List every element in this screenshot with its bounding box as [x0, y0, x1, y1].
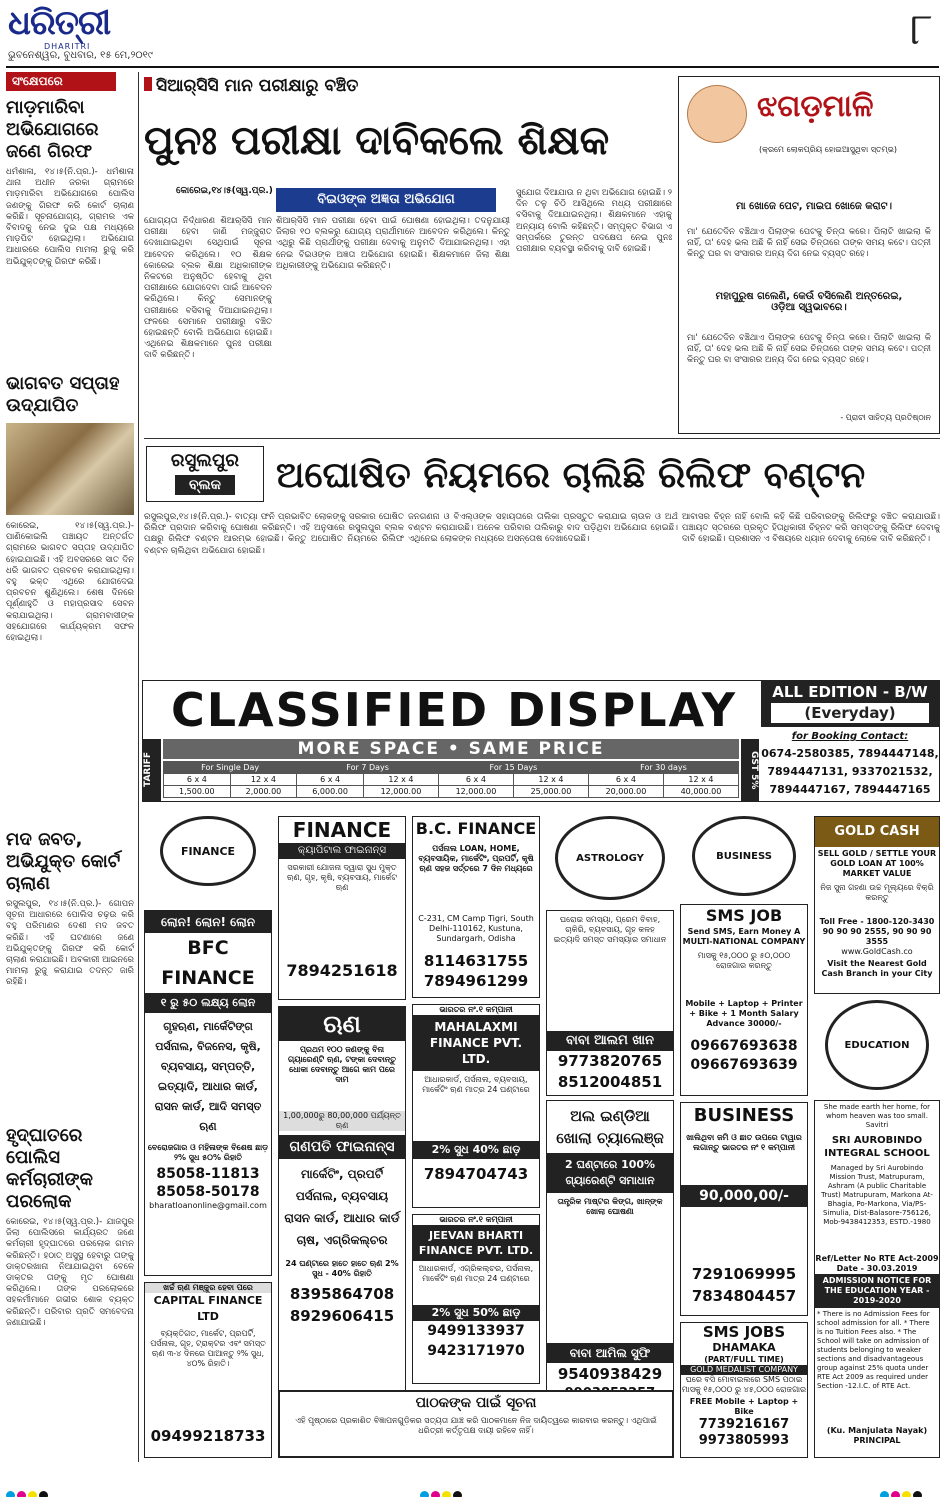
- second-body-1: ରସୁଲପୁର,୧୪।୫(ନି.ପ୍ର.)- ବାତ୍ୟା ଫନି ପ୍ରଭାବିତ ଲୋକଙ୍କୁ ସରକାର ଘୋଷିତ ରିଲିଫ ପ୍ରଦାନ କରିବାକୁ ଘୋଷଣା କରିଛନ୍ତି। ଏହି ଅନୁସାରେ ରସୁଲପୁର ବ୍ଲକ ପକ୍ଷରୁ ରିଲିଫ ବଣ୍ଟନ ଆରମ୍ଭ ହୋଇଛି। କିନ୍ତୁ ଅଘୋଷିତ ନିୟମରେ ରିଲିଫ ବଣ୍ଟନ ଚାଲିଥିବା ଅଭିଯୋଗ ହୋଇଛି।: [144, 512, 404, 556]
- fin2-sub: କ୍ୟାପିଟାଲ ଫାଇନାନ୍ସ: [279, 843, 405, 859]
- sms-gift: Mobile + Laptop + Printer + Bike + 1 Month Salary Advance 30000/-: [685, 999, 803, 1028]
- fin2-title: FINANCE: [292, 818, 392, 842]
- gold-visit: Visit the Nearest Gold Cash Branch in your City: [821, 959, 933, 978]
- price-cell: 12,000.00: [438, 786, 513, 798]
- school-notice: ADMISSION NOTICE FOR THE EDUCATION YEAR - 2019-2020: [815, 1274, 939, 1308]
- capital-phone: 09499218733: [150, 1427, 266, 1445]
- second-tag: [146, 446, 264, 502]
- sidebar-headline-3: ମଦ ଜବତ, ଅଭିଯୁକ୍ତ କୋର୍ଟ ଚାଲାଣ: [6, 829, 121, 894]
- booking-phone: 7894447131, 9337021532,: [767, 765, 933, 778]
- column-sign: - ପ୍ରାଚୀ ସାହିତ୍ୟ ପ୍ରତିଷ୍ଠାନ: [840, 413, 931, 422]
- sidebar-headline-2: ଭାଗବତ ସପ୍ତାହ ଉଦ୍‌ଯାପିତ: [6, 373, 120, 416]
- column-body: ମା' ଯେତେଦିନ ବଞ୍ଚିଥାଏ ପିଲାଙ୍କ ପେଟକୁ ଚିନ୍ତା କରେ। ପିଲାଟି ଖାଇଲା କି ନାହିଁ, ତା' ଦେହ ଭଲ ଅଛି କି ନାହିଁ ସେଇ ଚିନ୍ତାରେ ତାଙ୍କ ସମୟ କଟେ। ପତ୍ନୀ କିନ୍ତୁ ଘର ବା ସଂସାରର ଅନ୍ୟ ଦିଗ ନେଇ ବ୍ୟସ୍ତ ରହେ।: [687, 227, 931, 260]
- period-2: For 7 Days: [297, 762, 439, 774]
- period-1: For Single Day: [164, 762, 297, 774]
- lead-byline: କୋରେଇ,୧୪।୫(ସ୍ୱ.ପ୍ର.): [176, 186, 273, 196]
- lead-kicker-text: ସିଆର୍‌ସିସି ମାନ ପରୀକ୍ଷାରୁ ବଞ୍ଚିତ: [156, 76, 359, 96]
- business-phone-2: 7834804457: [691, 1287, 797, 1305]
- lead-headline: ପୁନଃ ପରୀକ୍ଷା ଦାବିକଲେ ଶିକ୍ଷକ: [144, 117, 610, 164]
- bfc-offer: ବେରୋଜଗାର ଓ ମହିଳାଙ୍କ ବିଶେଷ ଛାଡ଼ ୨% ସୁଧ ୫୦% ରିହାତି: [147, 1143, 269, 1162]
- school-body: Managed by Sri Aurobindo Mission Trust, Matrupuram, Ashram (A public Charitable Trust) Matrupuram, Markona At-Bhagia, Po-Markona, Via/PS-Simulia, Dist-Balasore-756126, Mob-9438412353, ESTD.-1980: [821, 1164, 933, 1226]
- bc-phone-2: 7894961299: [423, 972, 529, 990]
- astro-phone-1: 9773820765: [557, 1052, 663, 1070]
- booking-phones: [761, 745, 939, 799]
- masthead-rule: [6, 66, 939, 68]
- size-cell: 12 x 4: [663, 774, 738, 786]
- lead-body-3: ସୁଯୋଗ ଦିଆଯାଉ ନ ଥିବା ଅଭିଯୋଗ ହୋଇଛି। ୨ ଦିନ ତଳୁ ଚିଠି ଆସିଥିଲେ ମଧ୍ୟ ପରୀକ୍ଷାରେ ବସିବାକୁ ଦିଆଯାଇନଥିଲା। ଶିକ୍ଷକମାନେ ଏହାକୁ ଅନ୍ୟାୟ ବୋଲି କହିଛନ୍ତି। ସମ୍ପୃକ୍ତ ବିଭାଗ ଏ ସମ୍ପର୍କରେ ତୁରନ୍ତ ପଦକ୍ଷେପ ନେଇ ପୁନଃ ପରୀକ୍ଷାର ବ୍ୟବସ୍ଥା କରିବାକୁ ଦାବି ହୋଇଛି।: [516, 188, 672, 255]
- mahalaxmi-body: ଆଧାରକାର୍ଡ, ପର୍ସନାଲ, ବ୍ୟବସାୟ, ମାର୍କେଟିଂ ଋଣ ମାତ୍ର 24 ଘଣ୍ଟାରେ: [422, 1075, 530, 1094]
- gold-title: GOLD CASH: [815, 817, 939, 847]
- sidebar-text-4: କୋରେଇ, ୧୪।୫(ସ୍ୱ.ପ୍ର.)- ଯାଜପୁର ଜିଲା ପୋଲିସରେ କାର୍ଯ୍ୟରତ ଜଣେ କର୍ମଚାରୀ ହୃଦ୍‌ଘାତରେ ପରଲୋକ ଗମନ କରିଛନ୍ତି। ହଠାତ୍ ଅସୁସ୍ଥ ହେବାରୁ ତାଙ୍କୁ ଡାକ୍ତରଖାନା ନିଆଯାଇଥିବା ବେଳେ ଡାକ୍ତର ତାଙ୍କୁ ମୃତ ଘୋଷଣା କରିଥିଲେ। ତାଙ୍କ ପରଲୋକରେ ସହକର୍ମୀମାନେ ଗଭୀର ଶୋକ ବ୍ୟକ୍ତ କରିଛନ୍ତି। ପରିବାର ପ୍ରତି ସମବେଦନା ଜଣାଯାଇଛି।: [6, 1217, 134, 1328]
- magenta-dot: [891, 1491, 900, 1497]
- ad-bc-finance: [412, 816, 540, 998]
- rina-amount: 1,00,000ରୁ 80,00,000 ପର୍ଯ୍ୟନ୍ତ ଋଣ: [279, 1111, 405, 1131]
- sidebar-divider: [138, 72, 139, 1462]
- price-cell: 2,000.00: [230, 786, 297, 798]
- bc-title: B.C. FINANCE: [415, 819, 537, 838]
- cyan-dot: [420, 1491, 429, 1497]
- jeevan-body: ଆଧାରକାର୍ଡ, ଏଗ୍ରିକଲ୍ଚର, ପର୍ସନାଲ, ମାର୍କେଟିଂ ଋଣ ମାତ୍ର 24 ଘଣ୍ଟାରେ: [418, 1264, 534, 1283]
- challenge-phone-1: 9540938429: [557, 1365, 663, 1383]
- bfc-web: bharatloanonline@gmail.com: [149, 1201, 267, 1210]
- business-amount: 90,000,00/-: [681, 1185, 807, 1207]
- sms-phone-1: 09667693638: [690, 1038, 798, 1054]
- school-points: * There is no Admission Fees for school admission for all. * There is no Tuition Fees also. * The School will take on admission of students belonging to weaker sections and disadvantageous group against 25% quota under RTE Act 2009 as required under Section -12.I.C. of RTE Act.: [817, 1310, 930, 1390]
- ad-sms-jobs: [680, 1322, 808, 1458]
- everyday-label: (Everyday): [771, 703, 929, 723]
- second-body-2: ଜନଗଣନା ଓ ବିଏଲ୍‌ଓଙ୍କ ସହାୟତାରେ ତାଲିକା ପ୍ରସ୍ତୁତ କରାଯାଇ ଚାଉଳ ଓ ଅର୍ଥ ବଣ୍ଟନ କରାଯାଉଛି। ଅନେକ ପରିବାର ତାଲିକାରୁ ବାଦ ପଡ଼ିଥିବା ଅଭିଯୋଗ ହୋଇଛି। ଏଥିନେଇ ଲୋକଙ୍କ ମଧ୍ୟରେ ଅସନ୍ତୋଷ ଦେଖାଦେଇଛି।: [408, 512, 678, 545]
- column-verse-2: ମହାପୁରୁଷ ଗଲେଣି, କେଉଁ ବସିଲେଣି ଅନ୍ତରେଇ, ଓଡ଼ିଆ ସ୍ୱଭାବରେ।: [715, 291, 903, 313]
- smsj-gift: Mobile + Laptop + Bike: [715, 1397, 799, 1416]
- challenge-title: ଅଲ ଇଣ୍ଡିଆ ଖୋଲା ଚ୍ୟାଲେଞ୍ଜ: [556, 1107, 664, 1147]
- magenta-dot: [431, 1491, 440, 1497]
- price-cell: 20,000.00: [588, 786, 663, 798]
- jeevan-phone-2: 9423171970: [427, 1343, 525, 1359]
- fin2-phone: 7894251618: [286, 961, 398, 980]
- reader-notice: [278, 1390, 674, 1458]
- school-ref: Ref/Letter No RTE Act-2009 Date - 30.03.2019: [815, 1254, 939, 1273]
- capital-body: ବ୍ୟକ୍ତିଗତ, ମାର୍କେଟ, ପ୍ରପର୍ଟି, ପର୍ସନାଲ, ଗୃହ, ଟ୍ରାକ୍ଟର ଏବଂ ସମସ୍ତ ଋଣ ୩-୪ ଦିନରେ ପାଆନ୍ତୁ ୨% ସୁଧ, ୪୦% ରିହାତି।: [150, 1329, 266, 1368]
- business-phone-1: 7291069995: [691, 1265, 797, 1283]
- business-spacer: [681, 1207, 807, 1263]
- gold-sub: SELL GOLD / SETTLE YOUR GOLD LOAN AT 100% MARKET VALUE: [817, 849, 937, 878]
- fin2-body: ସରକାରୀ ଯୋଜନା ଦ୍ୱାରା ସୁଧ ମୁକ୍ତ ଋଣ, ଗୃହ, କୃଷି, ବ୍ୟବସାୟ, ମାର୍କେଟ ଋଣ: [287, 863, 397, 892]
- rina-company: ଗଣପତି ଫାଇନାନ୍ସ: [279, 1135, 405, 1159]
- school-quote: She made earth her home, for whom heaven was too small. Savitri: [823, 1103, 931, 1129]
- sidebar-photo: [6, 423, 134, 515]
- education-badge: [814, 1000, 940, 1096]
- ad-bfc-finance: [144, 910, 272, 1276]
- black-dot: [913, 1491, 922, 1497]
- size-cell: 12 x 4: [230, 774, 297, 786]
- ad-aurobindo-school: [814, 1100, 940, 1458]
- gst-label: GST 5%: [741, 739, 759, 801]
- astro-body: ଘରୋଇ ସମସ୍ୟା, ପ୍ରେମ ବିବାହ, ଚାକିରି, ବ୍ୟବସାୟ, ଗୃହ କଳହ ଇତ୍ୟାଦି ସମସ୍ତ ସମସ୍ୟାର ସମାଧାନ: [553, 915, 667, 944]
- sidebar: [6, 72, 134, 1460]
- challenge-sub: 2 ଘଣ୍ଟାରେ 100% ଗ୍ୟାରେଣ୍ଟି ସମାଧାନ: [547, 1153, 673, 1193]
- sms-phone-2: 09667693639: [690, 1057, 798, 1073]
- smsj-body: ଘରେ ବସି ମୋବାଇଲରେ SMS ପଠାଇ ମାସକୁ ୧୫,୦୦୦ ରୁ ୪୫,୦୦୦ ରୋଜଗାର: [681, 1375, 807, 1394]
- column-body-2: ମା' ଯେତେଦିନ ବଞ୍ଚିଥାଏ ପିଲାଙ୍କ ପେଟକୁ ଚିନ୍ତା କରେ। ପିଲାଟି ଖାଇଲା କି ନାହିଁ, ତା' ଦେହ ଭଲ ଅଛି କି ନାହିଁ ସେଇ ଚିନ୍ତାରେ ତାଙ୍କ ସମୟ କଟେ। ପତ୍ନୀ କିନ୍ତୁ ଘର ବା ସଂସାରର ଅନ୍ୟ ଦିଗ ନେଇ ବ୍ୟସ୍ତ ରହେ।: [687, 333, 931, 366]
- business-body: ଖାଲିଥିବା ଜମି ଓ ଛାତ ଉପରେ ଟାୱାର ଲଗାନ୍ତୁ ଭାରତର ନଂ ୧ କମ୍ପାନୀ: [686, 1133, 802, 1152]
- cartoon-icon: [687, 85, 747, 143]
- size-cell: 6 x 4: [588, 774, 663, 786]
- black-dot: [39, 1491, 48, 1497]
- sidebar-text-2: କୋରେଇ, ୧୪।୫(ସ୍ୱ.ପ୍ର.)- ପାଣିକୋଇଲି ପଞ୍ଚାୟତ ଅନ୍ତର୍ଗତ ଗ୍ରାମରେ ଭାଗବତ ସପ୍ତାହ ଉଦ୍‌ଯାପିତ ହୋଇଯାଇଛି। ଏହି ଅବସରରେ ସାତ ଦିନ ଧରି ଭାଗବତ ପ୍ରବଚନ କରାଯାଇଥିଲା। ବହୁ ଭକ୍ତ ଏଥିରେ ଯୋଗଦେଇ ପ୍ରବଚନ ଶୁଣିଥିଲେ। ଶେଷ ଦିନରେ ପୂର୍ଣ୍ଣାହୁତି ଓ ମହାପ୍ରସାଦ ସେବନ କରାଯାଇଥିଲା। ଗ୍ରାମବାସୀଙ୍କ ସହଯୋଗରେ କାର୍ଯ୍ୟକ୍ରମ ସଫଳ ହୋଇଥିଲା।: [6, 521, 134, 644]
- rina-offer: 24 ଘଣ୍ଟାରେ ହାତେ ହାତେ ଋଣ 2% ସୁଧ - 40% ରିହାତି: [285, 1259, 399, 1278]
- sms-title: SMS JOB: [705, 906, 783, 925]
- ad-jeevan-bharti-finance: [412, 1214, 540, 1384]
- size-cell: 6 x 4: [164, 774, 231, 786]
- smsj-part: (PART/FULL TIME): [704, 1355, 784, 1364]
- ad-capital-finance: [144, 1282, 272, 1458]
- edition-box: [761, 681, 939, 727]
- business-badge: [680, 816, 808, 900]
- jeevan-top: ଭାରତର ନଂ.୧ କମ୍ପାନୀ: [439, 1215, 513, 1224]
- jeevan-title: JEEVAN BHARTI FINANCE PVT. LTD.: [413, 1225, 539, 1261]
- yellow-dot: [442, 1491, 451, 1497]
- smsj-phone-2: 9973805993: [698, 1433, 790, 1448]
- period-3: For 15 Days: [438, 762, 588, 774]
- size-cell: 12 x 4: [363, 774, 438, 786]
- jeevan-offer: 2% ସୁଧ 50% ଛାଡ଼: [413, 1305, 539, 1321]
- bfc-phone-1: 85058-11813: [156, 1166, 260, 1182]
- gold-phones: 90 90 90 2555, 90 90 90 3555: [822, 927, 932, 946]
- lead-kicker: [144, 76, 664, 96]
- finance-badge: [144, 816, 272, 886]
- sms-sub: Send SMS, Earn Money A MULTI-NATIONAL COMPANY: [682, 927, 806, 946]
- bfc-phone-2: 85058-50178: [156, 1184, 260, 1200]
- rina-types: ମାର୍କେଟିଂ, ପ୍ରପର୍ଟି ପର୍ସନାଲ, ବ୍ୟବସାୟ ରାସନ କାର୍ଡ, ଆଧାର କାର୍ଡ ଚାଷ, ଏଗ୍ରିକଲ୍ଚର: [284, 1167, 400, 1247]
- mahalaxmi-top: ଭାରତର ନଂ.୧ କମ୍ପାନୀ: [439, 1005, 513, 1014]
- gold-web: www.GoldCash.co: [841, 947, 913, 956]
- classified-slogan: MORE SPACE • SAME PRICE: [163, 739, 739, 759]
- capital-title: CAPITAL FINANCE LTD: [153, 1294, 263, 1323]
- bc-address: C-231, CM Camp Tigri, South Delhi-110162, Kustuna, Sundargarh, Odisha: [418, 914, 534, 943]
- smsj-company: GOLD MEDALIST COMPANY: [681, 1365, 807, 1375]
- lead-subhead: ବିଇଓଙ୍କ ଅଜ୍ଞତା ଅଭିଯୋଗ: [276, 188, 496, 212]
- mahalaxmi-offer: 2% ସୁଧ 40% ଛାଡ଼: [413, 1141, 539, 1159]
- ad-business: [680, 1102, 808, 1316]
- ad-open-challenge: [546, 1100, 674, 1430]
- smsj-free: [681, 1397, 807, 1417]
- yellow-dot: [902, 1491, 911, 1497]
- bfc-types: ଗୃହଋଣ, ମାର୍କେଟିଙ୍ଗ ପର୍ସନାଲ, ବିଜନେସ, କୃଷି, ବ୍ୟବସାୟ, ସମ୍ପତ୍ତି, ଇତ୍ୟାଦି, ଆଧାର କାର୍ଡ, ରାସନ କାର୍ଡ, ଆଦି ସମସ୍ତ ଋଣ: [154, 1020, 262, 1133]
- cyan-dot: [6, 1491, 15, 1497]
- dateline: ଭୁବନେଶ୍ୱର, ବୁଧବାର, ୧୫ ମେ,୨୦୧୯: [8, 50, 153, 61]
- gold-body: ନିଜ ସୁନା ଗହଣା ଉଚ୍ଚ ମୂଲ୍ୟରେ ବିକ୍ରି କରନ୍ତୁ: [820, 883, 934, 902]
- page-number: ୮: [910, 4, 933, 55]
- rina-title: ଋଣ: [279, 1007, 405, 1041]
- ad-sms-job: [680, 904, 808, 1096]
- second-tag-1: ରସୁଲପୁର: [170, 450, 240, 471]
- size-cell: 12 x 4: [513, 774, 588, 786]
- story-divider: [144, 438, 940, 439]
- size-cell: 6 x 4: [438, 774, 513, 786]
- astro-name: ବାବା ଆଲମ ଖାନ: [547, 1031, 673, 1051]
- mahalaxmi-title: MAHALAXMI FINANCE PVT. LTD.: [413, 1015, 539, 1071]
- gold-toll: Toll Free - 1800-120-3430: [819, 917, 935, 926]
- bfc-amount: ୧ ରୁ ୫୦ ଲକ୍ଷ୍ୟ ଲୋନ: [145, 993, 271, 1013]
- challenge-body: ତାନ୍ତ୍ରିକ ମାଷ୍ଟର କିଙ୍ଗ, ଖାନ୍‌ଙ୍କ ଖୋଲା ଘୋଷଣା: [557, 1197, 663, 1216]
- sidebar-text-3: ରସୁଲପୁର, ୧୪।୫(ନି.ପ୍ର.)- ଗୋପନ ସୂଚନା ଆଧାରରେ ପୋଲିସ ଚଢ଼ଉ କରି ବହୁ ପରିମାଣର ଦେଶୀ ମଦ ଜବତ କରିଛି। ଏହି ଘଟଣାରେ ଜଣେ ଅଭିଯୁକ୍ତଙ୍କୁ ଗିରଫ କରି କୋର୍ଟ ଚାଲାଣ କରାଯାଇଛି। ଅବକାରୀ ଆଇନରେ ମାମଲା ରୁଜୁ କରାଯାଇ ତଦନ୍ତ ଜାରି ରହିଛି।: [6, 899, 134, 988]
- second-tag-2: ବ୍ଲକ: [175, 475, 235, 495]
- astrology-badge-circle: ASTROLOGY: [555, 816, 665, 900]
- ad-mahalaxmi-finance: [412, 1004, 540, 1208]
- challenge-name: ବାବା ଆମିଲ ସୁଫି: [547, 1343, 673, 1363]
- ad-gold-cash: [814, 816, 940, 994]
- price-cell: 6,000.00: [297, 786, 364, 798]
- sidebar-text-1: ଧର୍ମଶାଳା, ୧୪।୫(ନି.ପ୍ର.)- ଧର୍ମଶାଳା ଥାନା ଅଧୀନ ଜରକା ଗ୍ରାମରେ ମାଡ଼ମାରିବା ଅଭିଯୋଗରେ ପୋଲିସ ଜଣଙ୍କୁ ଗିରଫ କରି କୋର୍ଟ ଚାଲାଣ କରିଛି। ସୂଚନାଯୋଗ୍ୟ, ଗ୍ରାମର ଏକ ବିବାଦକୁ ନେଇ ଦୁଇ ପକ୍ଷ ମଧ୍ୟରେ ମାଡ଼ପିଟ ହୋଇଥିଲା। ଅଭିଯୋଗ ଆଧାରରେ ପୋଲିସ ମାମଲା ରୁଜୁ କରି ଅଭିଯୁକ୍ତଙ୍କୁ ଗିରଫ କରିଛି।: [6, 167, 134, 267]
- astro-phone-2: 8512004851: [557, 1073, 663, 1091]
- sidebar-tag: ସଂକ୍ଷେପରେ: [6, 72, 116, 91]
- notice-body: ଏହି ପୃଷ୍ଠାରେ ପ୍ରକାଶିତ ବିଜ୍ଞାପନଗୁଡ଼ିକର ସତ୍ୟତା ଯାଞ୍ଚ କରି ପାଠକମାନେ ନିଜ ଦାୟିତ୍ୱରେ କାରବାର କରନ୍ତୁ। ଏଥିପାଇଁ ଧରିତ୍ରୀ କର୍ତ୍ତୃପକ୍ଷ ଦାୟୀ ରହିବେ ନାହିଁ।: [295, 1416, 657, 1435]
- sms-body: ମାସକୁ ୧୫,୦୦୦ ରୁ ୫୦,୦୦୦ ରୋଜଗାର କରନ୍ତୁ: [697, 951, 791, 970]
- cyan-dot: [880, 1491, 889, 1497]
- bfc-loan: ଲୋନ! ଲୋନ! ଲୋନ: [145, 911, 271, 933]
- notice-title: ପାଠକଙ୍କ ପାଇଁ ସୂଚନା: [415, 1395, 537, 1411]
- smsj-phone-1: 7739216167: [698, 1417, 790, 1432]
- price-cell: 1,500.00: [164, 786, 231, 798]
- smsj-sub: DHAMAKA: [712, 1341, 776, 1354]
- sidebar-headline-1: ମାଡ଼ମାରିବା ଅଭିଯୋଗରେ ଜଣେ ଗିରଫ: [6, 97, 99, 162]
- registration-dots-right: [880, 1485, 924, 1495]
- mahalaxmi-phone: 7894704743: [423, 1165, 529, 1183]
- capital-head: ଖର୍ଚ୍ଚ ଋଣ ମଞ୍ଜୁର ହେବା ପରେ: [145, 1283, 271, 1293]
- smsj-title: SMS JOBS: [702, 1323, 786, 1341]
- black-dot: [453, 1491, 462, 1497]
- column-verse-1: ମା ଖୋଜେ ପେଟ, ମାଇପ ଖୋଜେ କରାଟ।: [735, 201, 893, 212]
- price-cell: 12,000.00: [363, 786, 438, 798]
- education-badge-circle: EDUCATION: [825, 1000, 929, 1090]
- sidebar-headline-4: ହୃଦ୍‌ଘାତରେ ପୋଲିସ କର୍ମଚାରୀଙ୍କ ପରଲୋକ: [6, 1125, 93, 1212]
- rina-phone-2: 8929606415: [289, 1307, 395, 1325]
- logo-text: ଧରିତ୍ରୀ: [8, 3, 111, 43]
- booking-phone: 7894447167, 7894447165: [769, 783, 931, 796]
- business-title: BUSINESS: [693, 1105, 795, 1126]
- astrology-badge: [546, 816, 674, 906]
- lead-body-1: ଯୋଗ୍ୟତା ନିର୍ଦ୍ଧାରଣ ଶିଆର୍‌ସିସି ମାନ ପରୀକ୍ଷା ହେବା ଜାଣି ମଜ୍ଜୁରାତ ଦେଖାଯାଇଥିବା ସେଥିପାଇଁ ସୂଚନା ଆବେଦନ କରିଥିଲେ। ୧୦ ଶିକ୍ଷକ କୋରେଇ ବ୍ଲକ ଶିକ୍ଷା ଅଧିକାରୀଙ୍କ ନିକଟରେ ଅନୁଷ୍ଠିତ ହେବାକୁ ଥିବା ପରୀକ୍ଷାରେ ଯୋଗଦେବା ପାଇଁ ଆବେଦନ କରିଥିଲେ। କିନ୍ତୁ ସେମାନଙ୍କୁ ପରୀକ୍ଷାରେ ବସିବାକୁ ଦିଆଯାଇନଥିଲା। ଫଳରେ ସେମାନେ ପରୀକ୍ଷାରୁ ବଞ୍ଚିତ ହୋଇଛନ୍ତି ବୋଲି ଅଭିଯୋଗ ହୋଇଛି। ଏଥିନେଇ ଶିକ୍ଷକମାନେ ପୁନଃ ପରୀକ୍ଷା ଦାବି କରିଛନ୍ତି।: [144, 216, 272, 361]
- size-cell: 6 x 4: [297, 774, 364, 786]
- jeevan-phone-1: 9499133937: [427, 1323, 525, 1339]
- masthead-logo: [8, 4, 118, 52]
- business-badge-circle: BUSINESS: [692, 816, 796, 896]
- price-cell: 25,000.00: [513, 786, 588, 798]
- finance-badge-circle: FINANCE: [160, 816, 256, 886]
- rina-phone-1: 8395864708: [289, 1285, 395, 1303]
- smsj-free-label: FREE: [689, 1397, 713, 1406]
- tariff-table: [163, 761, 739, 798]
- period-4: For 30 days: [588, 762, 738, 774]
- column-title: ଝଗଡ଼ମାଳି: [757, 89, 874, 124]
- second-headline: ଅଘୋଷିତ ନିୟମରେ ଚାଲିଛି ରିଲିଫ ବଣ୍ଟନ: [276, 454, 866, 496]
- classified-title: CLASSIFIED DISPLAY: [170, 683, 738, 737]
- column-intro: (କ୍ରମେ ଲୋକପ୍ରିୟ ହୋଇଆସୁଥିବା ସ୍ତମ୍ଭ): [758, 145, 898, 154]
- yellow-dot: [28, 1491, 37, 1497]
- school-title: SRI AUROBINDO INTEGRAL SCHOOL: [824, 1135, 930, 1159]
- booking-label: for Booking Contact:: [791, 731, 909, 742]
- classified-banner: [142, 680, 940, 802]
- ad-finance: [278, 816, 406, 1000]
- second-body-3: ଆବାସର ଚିହ୍ନ ନାହିଁ ବୋଲି କହି କିଛି ପରିବାରଙ୍କୁ ରିଲିଫରୁ ବଞ୍ଚିତ କରାଯାଉଛି। ପଞ୍ଚାୟତ ସ୍ତରରେ ପ୍ରକୃତ ହିତାଧିକାରୀ ଚିହ୍ନଟ କରି ସମସ୍ତଙ୍କୁ ରିଲିଫ ଦେବାକୁ ଦାବି ହୋଇଛି। ପ୍ରଶାସନ ଏ ବିଷୟରେ ଧ୍ୟାନ ଦେବାକୁ ଲୋକେ ଦାବି କରିଛନ୍ତି।: [682, 512, 940, 545]
- registration-dots-center: [420, 1485, 464, 1495]
- booking-phone: 0674-2580385, 7894447148,: [761, 747, 939, 760]
- registration-dots-left: [6, 1485, 50, 1495]
- logo-sub: DHARITRI: [44, 42, 91, 51]
- lead-body-2: ଶିଆର୍‌ସିସି ମାନ ପରୀକ୍ଷା ହେବା ପାଇଁ ଘୋଷଣା ହୋଇଥିଲା। ତଦନୁଯାୟୀ ଜିଲାର ୧୦ ବ୍ଲକରୁ ଯୋଗ୍ୟ ପ୍ରାର୍ଥୀମାନେ ଆବେଦନ କରିଥିଲେ। କିନ୍ତୁ ଏଥିରୁ କିଛି ପ୍ରାର୍ଥୀଙ୍କୁ ପରୀକ୍ଷା ଦେବାକୁ ଅନୁମତି ଦିଆଯାଇନଥିଲା। ଏହା ନେଇ ବିଇଓଙ୍କ ଅଜ୍ଞତା ଅଭିଯୋଗ ହୋଇଛି। ଶିକ୍ଷକମାନେ ଜିଲା ଶିକ୍ଷା ଅଧିକାରୀଙ୍କୁ ଅଭିଯୋଗ କରିଛନ୍ତି।: [276, 216, 510, 271]
- bfc-title: BFC FINANCE: [161, 937, 255, 989]
- rina-body: ପ୍ରଥମ ୧୦୦ ଜଣଙ୍କୁ ବିନା ଗ୍ୟାରେଣ୍ଟି ଋଣ, ଟଙ୍କା ଦେବାନ୍ତୁ ଧୋକା ଦେବାନ୍ତୁ ଆଗେ କାମ ପରେ ଦାମ: [287, 1045, 397, 1084]
- price-cell: 40,000.00: [663, 786, 738, 798]
- ad-astrology: [546, 910, 674, 1096]
- school-sign: (Ku. Manjulata Nayak) PRINCIPAL: [826, 1426, 928, 1445]
- bc-body: ପର୍ସନାଲ LOAN, HOME, ବ୍ୟବସାୟିକ, ମାର୍କେଟିଂ, ପ୍ରପର୍ଟି, କୃଷି ଋଣ ସହଜ ସର୍ତ୍ତରେ 7 ଦିନ ମଧ୍ୟରେ: [418, 844, 534, 873]
- magenta-dot: [17, 1491, 26, 1497]
- bc-phone-1: 8114631755: [423, 952, 529, 970]
- column-box: [678, 76, 940, 434]
- edition-label: ALL EDITION - B/W: [772, 683, 928, 701]
- tariff-label: TARIFF: [143, 739, 161, 801]
